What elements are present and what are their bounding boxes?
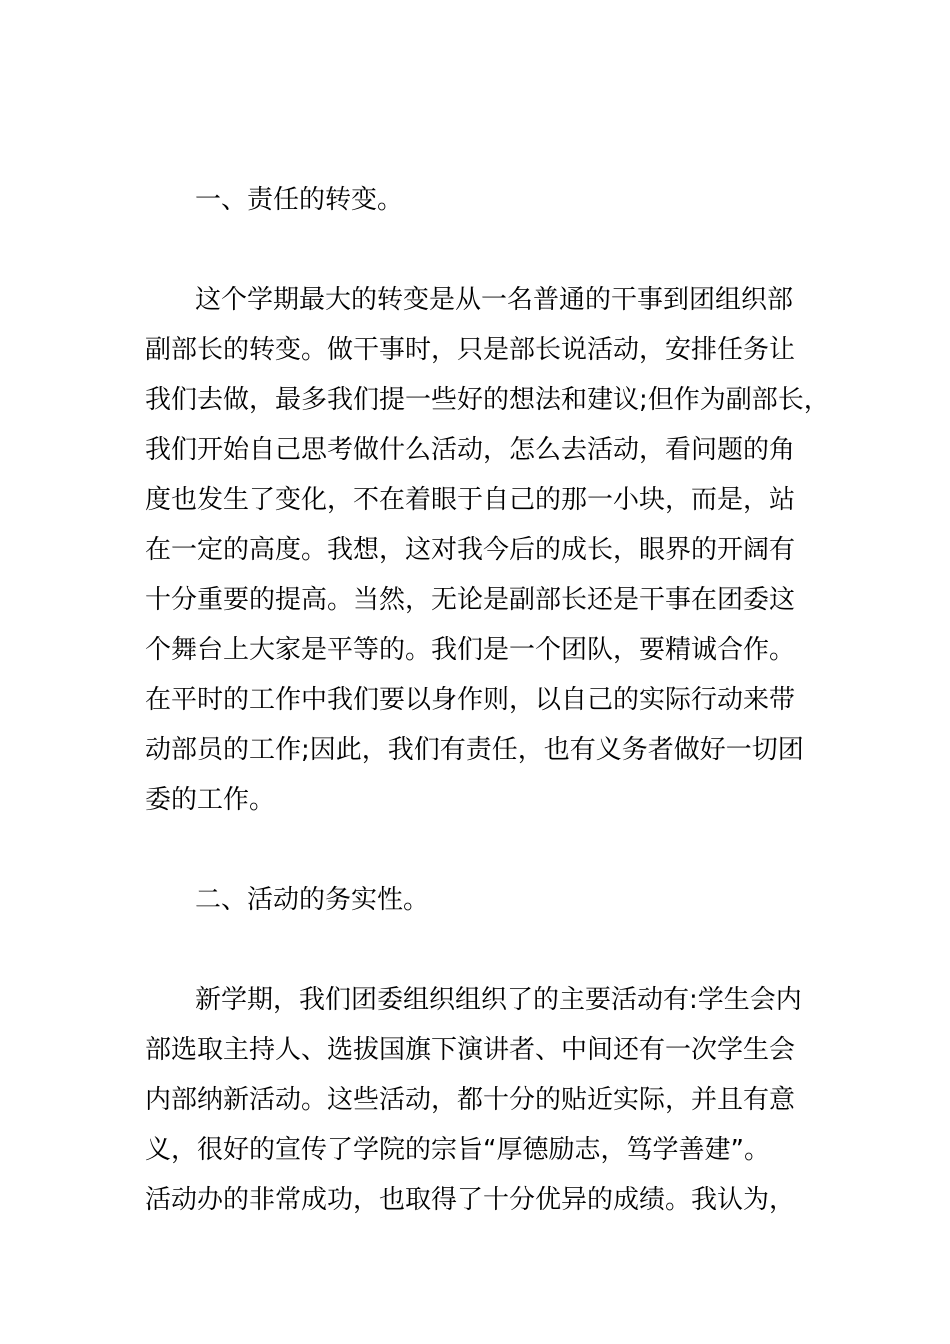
- paragraph-2-line: 义，很好的宣传了学院的宗旨“厚德励志，笃学善建”。: [145, 1135, 770, 1165]
- paragraph-2-line: 活动办的非常成功，也取得了十分优异的成绩。我认为，: [145, 1185, 796, 1215]
- paragraph-1-line: 在一定的高度。我想，这对我今后的成长，眼界的开阔有: [145, 535, 796, 565]
- paragraph-2-line: 内部纳新活动。这些活动，都十分的贴近实际，并且有意: [145, 1085, 796, 1115]
- section-heading-2: 二、活动的务实性。: [195, 885, 430, 915]
- paragraph-1-line: 我们去做，最多我们提一些好的想法和建议;但作为副部长，: [145, 385, 830, 415]
- paragraph-1-line: 在平时的工作中我们要以身作则，以自己的实际行动来带: [145, 685, 796, 715]
- paragraph-1-line: 委的工作。: [145, 785, 276, 815]
- paragraph-1-line: 这个学期最大的转变是从一名普通的干事到团组织部: [195, 285, 794, 315]
- paragraph-2-line: 新学期，我们团委组织组织了的主要活动有:学生会内: [195, 985, 802, 1015]
- paragraph-1-line: 十分重要的提高。当然，无论是副部长还是干事在团委这: [145, 585, 796, 615]
- section-heading-1: 一、责任的转变。: [195, 185, 404, 215]
- paragraph-1-line: 个舞台上大家是平等的。我们是一个团队，要精诚合作。: [145, 635, 796, 665]
- paragraph-2-line: 部选取主持人、选拔国旗下演讲者、中间还有一次学生会: [145, 1035, 796, 1065]
- paragraph-1-line: 动部员的工作;因此，我们有责任，也有义务者做好一切团: [145, 735, 804, 765]
- paragraph-1-line: 副部长的转变。做干事时，只是部长说活动，安排任务让: [145, 335, 796, 365]
- paragraph-1-line: 度也发生了变化，不在着眼于自己的那一小块，而是，站: [145, 485, 796, 515]
- paragraph-1-line: 我们开始自己思考做什么活动，怎么去活动，看问题的角: [145, 435, 796, 465]
